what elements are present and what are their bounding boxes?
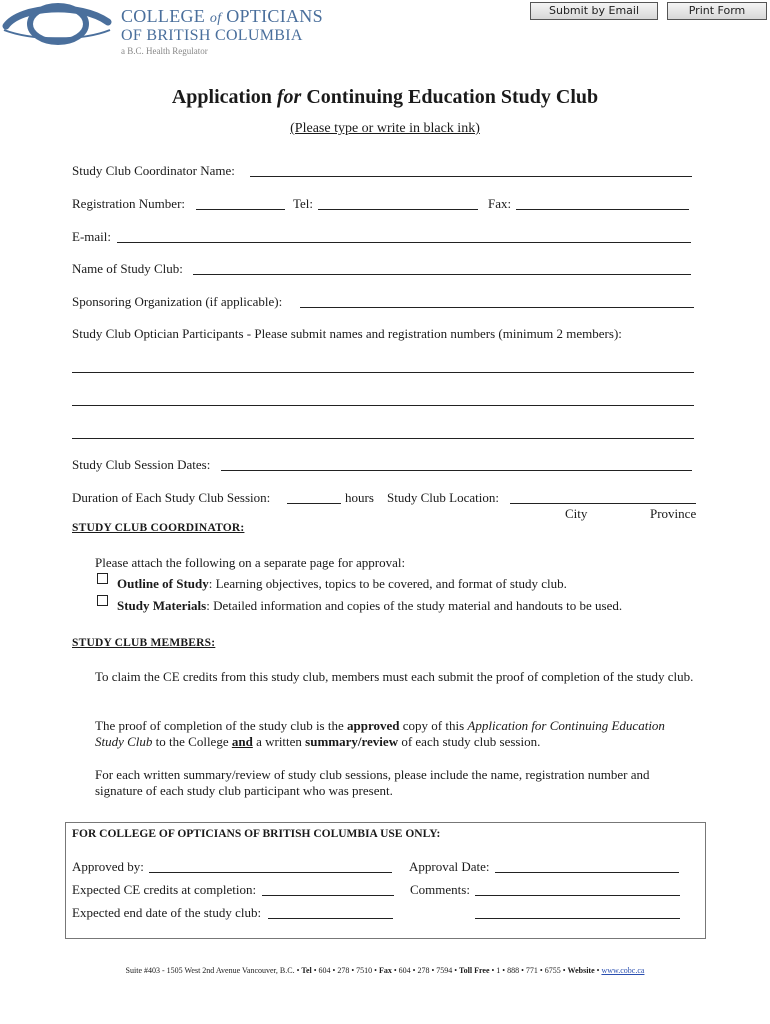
materials-checkbox[interactable] [97,595,108,606]
logo-line1: COLLEGE of OPTICIANS [121,6,323,26]
page-footer: Suite #403 - 1505 West 2nd Avenue Vancouver, B.C. • Tel • 604 • 278 • 7510 • Fax • 604 • 278 • 7594 • Toll Free • 1 • 888 • 771 • 6755 • Website • www.cobc.ca [125,966,645,975]
members-paragraph-3: For each written summary/review of study club sessions, please include the name, registration number and signature of each study club participant who was present. [95,767,650,798]
comments-label: Comments: [410,882,470,897]
page-subtitle: (Please type or write in black ink) [290,121,480,136]
expected-credits-field[interactable] [262,895,394,896]
session-dates-label: Study Club Session Dates: [72,457,211,472]
registration-number-field[interactable] [196,209,285,210]
duration-field[interactable] [287,503,341,504]
location-field[interactable] [510,503,696,504]
hours-label: hours [345,490,374,505]
sponsor-field[interactable] [300,307,694,308]
print-form-button[interactable]: Print Form [667,2,767,20]
members-section-heading: STUDY CLUB MEMBERS: [72,637,216,649]
office-use-heading: FOR COLLEGE OF OPTICIANS OF BRITISH COLUMBIA USE ONLY: [72,828,441,840]
approval-date-field[interactable] [495,872,679,873]
comments-field[interactable] [475,895,680,896]
email-label: E-mail: [72,229,111,244]
end-date-label: Expected end date of the study club: [72,905,262,920]
website-link[interactable]: www.cobc.ca [601,966,645,975]
club-name-label: Name of Study Club: [72,261,183,276]
club-name-field[interactable] [193,274,691,275]
expected-credits-label: Expected CE credits at completion: [72,882,257,897]
province-label: Province [650,506,697,521]
participants-line-2[interactable] [72,405,694,406]
coordinator-intro: Please attach the following on a separate page for approval: [95,555,406,570]
tel-label: Tel: [293,196,314,211]
approval-date-label: Approval Date: [409,859,490,874]
approved-by-field[interactable] [149,872,392,873]
registration-label: Registration Number: [72,196,186,211]
city-label: City [565,506,588,521]
email-field[interactable] [117,242,691,243]
coordinator-name-field[interactable] [250,176,692,177]
fax-label: Fax: [488,196,512,211]
sponsor-label: Sponsoring Organization (if applicable): [72,294,283,309]
logo-line2: OF BRITISH COLUMBIA [121,27,303,44]
outline-item: Outline of Study: Learning objectives, topics to be covered, and format of study club. [117,576,567,591]
coordinator-section-heading: STUDY CLUB COORDINATOR: [72,522,245,534]
participants-line-3[interactable] [72,438,694,439]
fax-field[interactable] [516,209,689,210]
members-paragraph-2: The proof of completion of the study club is the approved copy of this Application for Continuing Education Study Club to the College and a written summary/review of each study club session. [95,718,665,749]
tel-field[interactable] [318,209,478,210]
college-logo-icon [0,0,112,56]
end-date-field[interactable] [268,918,393,919]
duration-label: Duration of Each Study Club Session: [72,490,271,505]
coordinator-label: Study Club Coordinator Name: [72,163,235,178]
page-title: Application for Continuing Education Study Club [171,86,599,108]
session-dates-field[interactable] [221,470,692,471]
participants-line-1[interactable] [72,372,694,373]
submit-by-email-button[interactable]: Submit by Email [530,2,658,20]
approved-by-label: Approved by: [72,859,144,874]
comments-field-line-2[interactable] [475,918,680,919]
members-paragraph-1: To claim the CE credits from this study club, members must each submit the proof of completion of the study club. [95,669,694,684]
logo-tagline: a B.C. Health Regulator [121,46,208,56]
location-label: Study Club Location: [387,490,499,505]
participants-label: Study Club Optician Participants - Please submit names and registration numbers (minimum 2 members): [72,326,622,341]
materials-item: Study Materials: Detailed information and copies of the study material and handouts to be used. [117,598,623,613]
outline-checkbox[interactable] [97,573,108,584]
